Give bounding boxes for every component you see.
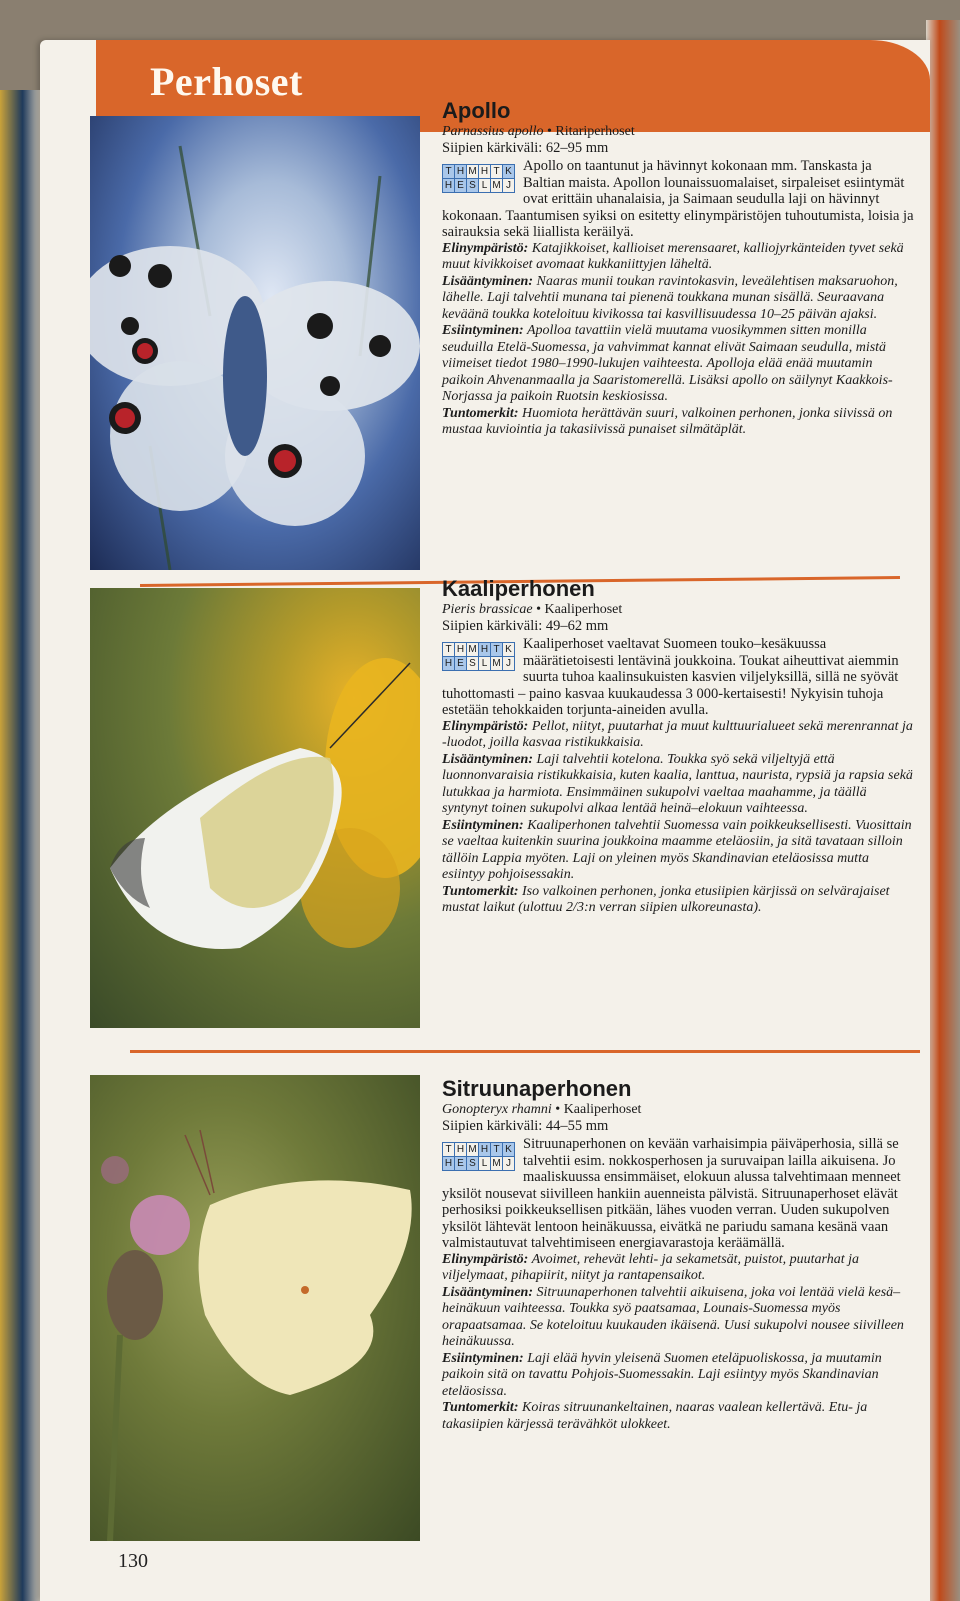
occurrence-text: Apolloa tavattiin vielä muutama vuosikymmen sitten monilla seuduilla Etelä-Suomessa, ja vahvimmat kannat elivät Saimaan seudulla, mistä viimeiset tiedot 1980–1990-lukujen vaihteesta. Apolloja elää enää muutamin paikoin Ahvenanmaalla ja Saaristomerellä. Lisäksi apollo on säilynyt Kaakkois-Norjassa ja paikoin Ruotsin keskiosissa. (442, 323, 893, 404)
marks-paragraph (442, 1400, 914, 1433)
grid-cell: K (503, 1143, 515, 1157)
grid-cell: T (443, 643, 455, 657)
grid-cell: T (443, 1143, 455, 1157)
latin-name: Parnassius apollo (442, 124, 544, 139)
breeding-text: Naaras munii toukan ravintokasvin, leveälehtisen maksaruohon, lähelle. Laji talvehtii munana tai pienenä toukkana munan sisällä. Seuraavana keväänä toukka koteloituu kivikossa tai kasvillisuudessa 10–25 päivän ajaksi. (442, 273, 898, 322)
grid-cell: H (455, 165, 467, 179)
grid-cell: L (479, 179, 491, 193)
grid-cell: M (468, 1144, 477, 1155)
apollo-photo (90, 116, 420, 570)
breeding-label: Lisääntyminen: (442, 1284, 534, 1300)
occurrence-paragraph (442, 323, 914, 406)
kaaliperhonen-photo (90, 588, 420, 1028)
breeding-paragraph (442, 1285, 914, 1351)
grid-cell: T (491, 165, 503, 179)
grid-cell: J (503, 657, 515, 671)
habitat-text: Katajikkoiset, kallioiset merensaaret, kalliojyrkänteiden tyvet sekä muut kivikkoiset avomaat kukkaniittyjen läheltä. (442, 240, 904, 272)
grid-cell: K (503, 643, 515, 657)
habitat-paragraph (442, 1252, 914, 1285)
species-name: Kaaliperhonen (442, 576, 595, 601)
occurrence-label: Esiintyminen: (442, 817, 524, 833)
grid-cell: H (479, 165, 491, 179)
family-name: • Kaaliperhoset (536, 602, 623, 617)
grid-cell: H (455, 643, 467, 657)
marks-paragraph (442, 406, 914, 439)
habitat-month-grid (442, 642, 515, 671)
habitat-label: Elinympäristö: (442, 240, 529, 256)
grid-cell: E (455, 657, 467, 671)
grid-cell: M (492, 1158, 501, 1169)
habitat-text: Pellot, niityt, puutarhat ja muut kulttuurialueet sekä merenrannat ja -luodot, joilla kasvaa ristikukkaisia. (442, 718, 913, 750)
grid-cell: J (503, 179, 515, 193)
marks-text: Huomiota herättävän suuri, valkoinen perhonen, jonka siivissä on mustaa kuviointia ja takasiivissä punaiset silmätäplät. (442, 405, 893, 437)
species-name: Sitruunaperhonen (442, 1076, 632, 1101)
occurrence-text: Laji elää hyvin yleisenä Suomen eteläpuoliskossa, ja muutamin paikoin sitä on tavattu Pohjois-Suomessakin. Laji esiintyy myös Skandinavian eteläosissa. (442, 1350, 882, 1399)
grid-cell: M (492, 658, 501, 669)
grid-cell: E (455, 1157, 467, 1171)
habitat-text: Avoimet, rehevät lehti- ja sekametsät, puistot, puutarhat ja viljelymaat, pihapiirit, niityt ja rantapensaikot. (442, 1251, 860, 1283)
marks-paragraph (442, 884, 914, 917)
family-name: • Ritariperhoset (547, 124, 635, 139)
habitat-paragraph (442, 719, 914, 752)
sitruunaperhonen-photo (90, 1075, 420, 1541)
breeding-paragraph (442, 752, 914, 818)
grid-cell: E (455, 179, 467, 193)
occurrence-label: Esiintyminen: (442, 323, 524, 338)
habitat-month-grid (442, 164, 515, 193)
page-number: 130 (118, 1550, 148, 1572)
grid-cell: H (455, 1143, 467, 1157)
family-name: • Kaaliperhoset (555, 1102, 642, 1117)
grid-cell: J (503, 1157, 515, 1171)
marks-label: Tuntomerkit: (442, 1400, 519, 1415)
grid-cell: T (491, 1143, 503, 1157)
book-right-page-edges (926, 20, 960, 1601)
species-entry-apollo (442, 98, 914, 439)
grid-cell: H (479, 1143, 491, 1157)
occurrence-text: Kaaliperhonen talvehtii Suomessa vain poikkeuksellisesti. Vuosittain se vaeltaa kuitenkin suurina joukkoina maamme eteläosiin, ja sitä tavataan silloin tällöin Lappia myöten. Laji on yleinen myös Skandinavian eteläosissa mutta esiintyy pohjoisessakin. (442, 817, 912, 882)
book-page (40, 40, 930, 1601)
marks-label: Tuntomerkit: (442, 883, 519, 899)
grid-cell: K (503, 165, 515, 179)
grid-cell: S (467, 179, 479, 193)
latin-name: Pieris brassicae (442, 602, 533, 617)
habitat-paragraph (442, 241, 914, 274)
intro-text: Sitruunaperhonen on kevään varhaisimpia päiväperhosia, sillä se talvehtii esim. nokkosperhosen ja suruvaipan lailla aikuisena. Jo maaliskuussa ensimmäiset, elokuun alussa talvehtimaan menneet yksilöt nousevat siivilleen hankiin auenneista pälvistä. Sitruunaperhoset elävät perhosiksi poikkeuksellisen pitkään, lähes vuoden verran. Uuden sukupolven yksilöt lähtevät lentoon heinäkuussa, eivätkä ne pariudu samana kesänä vaan valmistautuvat talvehtimiseen energiavarastoja keräämällä. (442, 1136, 901, 1251)
grid-cell: H (479, 643, 491, 657)
breeding-paragraph (442, 274, 914, 324)
species-intro (442, 1136, 914, 1252)
wingspan: Siipien kärkiväli: 62–95 mm (442, 140, 609, 156)
occurrence-paragraph (442, 818, 914, 884)
grid-cell: M (468, 166, 477, 177)
marks-label: Tuntomerkit: (442, 405, 519, 421)
grid-cell: H (443, 1157, 455, 1171)
grid-cell: H (443, 657, 455, 671)
chapter-title: Perhoset (150, 59, 303, 104)
species-entry-sitruunaperhonen (442, 1076, 914, 1433)
wingspan: Siipien kärkiväli: 44–55 mm (442, 1118, 609, 1134)
occurrence-label: Esiintyminen: (442, 1350, 524, 1366)
scientific-name-line (442, 124, 914, 140)
grid-cell: T (443, 165, 455, 179)
wingspan: Siipien kärkiväli: 49–62 mm (442, 618, 609, 634)
occurrence-paragraph (442, 1351, 914, 1401)
species-intro (442, 636, 914, 719)
grid-cell: H (443, 179, 455, 193)
breeding-text: Laji talvehtii kotelona. Toukka syö sekä viljeltyjä että luonnonvaraisia ristikukkaisia, kuten kaalia, lanttua, nauristа, rypsiä ja rapsia sekä lutukkaa ja harmiota. Ensimmäinen sukupolvi vaeltaa maahamme, ja täällä syntynyt toinen sukupolvi alkaa lentää heinä–elokuun vaihteessa. (442, 751, 913, 816)
intro-text: Apollo on taantunut ja hävinnyt kokonaan mm. Tanskasta ja Baltian maista. Apollon lounaissuomalaiset, sirpaleiset esiintymät ovat erittäin uhanalaisia, ja Saimaan seudulla laji on hävinnyt kokonaan. Taantumisen syiksi on esitetty elinympäristöjen tuhoutumista, loisia ja sairauksia sekä liiallista keräilyä. (442, 158, 914, 240)
marks-text: Iso valkoinen perhonen, jonka etusiipien kärjissä on selvärajaiset mustat laikut (ulottuu 2/3:n verran siipien ulkoreunasta). (442, 883, 890, 915)
intro-text: Kaaliperhoset vaeltavat Suomeen touko–kesäkuussa määrätietoisesti lentävinä joukkoina. Toukat aiheuttivat aiemmin suurta tuhoa kaalinsukuisten kasvien viljelyksillä, sillä ne syövät tuhottomasti – paino kasvaa kuukaudessa 3 000-kertaisesti! Nykyisin tuhoja estetään tehokkaiden torjunta-aineiden avulla. (442, 636, 899, 718)
scientific-name-line (442, 602, 914, 618)
scientific-name-line (442, 1102, 914, 1118)
grid-cell: L (479, 1157, 491, 1171)
grid-cell: M (492, 180, 501, 191)
marks-text: Koiras sitruunankeltainen, naaras vaalean kellertävä. Etu- ja takasiipien kärjessä terävähköt ulokkeet. (442, 1400, 868, 1432)
species-entry-kaaliperhonen (442, 576, 914, 917)
breeding-label: Lisääntyminen: (442, 751, 534, 767)
grid-cell: L (479, 657, 491, 671)
grid-cell: S (467, 1157, 479, 1171)
latin-name: Gonopteryx rhamni (442, 1102, 552, 1117)
species-name: Apollo (442, 98, 511, 123)
breeding-text: Sitruunaperhonen talvehtii aikuisena, joka voi lentää vielä kesä–heinäkuun vaihteessa. Toukka syö paatsamaa, Lounais-Suomessa myös orapaatsamaa. Se koteloituu kuukauden ikäisenä. Uusi sukupolvi nousee siivilleen heinäkuussa. (442, 1284, 904, 1349)
grid-cell: T (491, 643, 503, 657)
habitat-month-grid (442, 1142, 515, 1171)
breeding-label: Lisääntyminen: (442, 273, 534, 289)
habitat-label: Elinympäristö: (442, 718, 529, 734)
grid-cell: M (468, 644, 477, 655)
grid-cell: S (467, 657, 479, 671)
section-divider (130, 1050, 920, 1053)
habitat-label: Elinympäristö: (442, 1251, 529, 1267)
species-intro (442, 158, 914, 241)
